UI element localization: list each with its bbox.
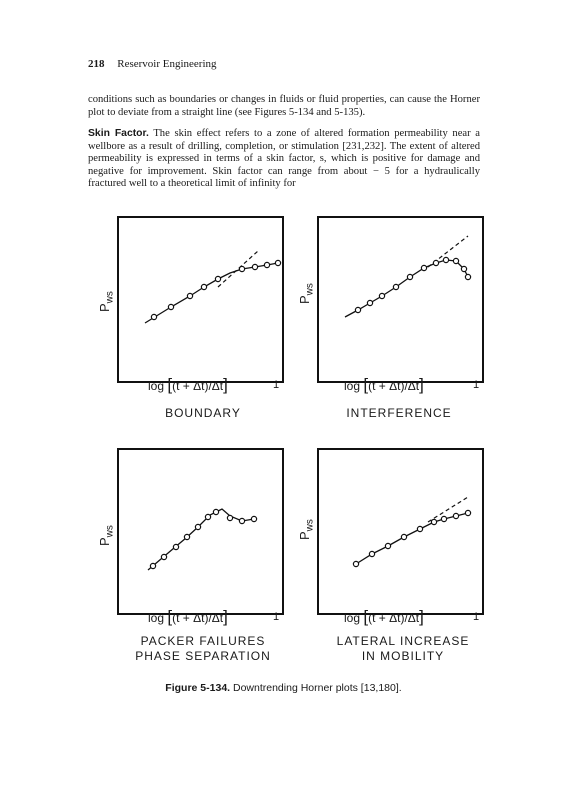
y-label-lateral: $P_{ws}$ bbox=[297, 519, 316, 540]
y-label-boundary: $P_{ws}$ bbox=[97, 291, 116, 312]
caption-packer: PACKER FAILURES PHASE SEPARATION bbox=[135, 634, 271, 663]
caption-interference: INTERFERENCE bbox=[346, 406, 452, 420]
x-label-interference: log [(t + Δt)/Δt] bbox=[344, 375, 424, 394]
running-title: Reservoir Engineering bbox=[117, 58, 217, 70]
page-header bbox=[88, 58, 217, 70]
plot-packer-graphic bbox=[118, 449, 283, 614]
plot-lateral-increase bbox=[318, 449, 483, 614]
plot-interference-graphic bbox=[318, 217, 483, 382]
paragraph-1: conditions such as boundaries or changes in fluids or fluid properties, can cause the Horner plot to deviate from a straight line (see Figures 5-134 and 5-135). bbox=[88, 94, 480, 118]
x-end-lateral: 1 bbox=[473, 611, 480, 623]
figure-caption bbox=[0, 682, 567, 694]
plot-boundary-graphic bbox=[118, 217, 283, 382]
figure-label: Figure 5-134. bbox=[165, 682, 231, 694]
x-label-boundary: log [(t + Δt)/Δt] bbox=[148, 375, 228, 394]
x-end-packer: 1 bbox=[273, 611, 280, 623]
plot-interference bbox=[318, 217, 483, 382]
skin-factor-heading: Skin Factor. bbox=[88, 128, 149, 139]
y-label-interference: $P_{ws}$ bbox=[297, 283, 316, 304]
x-end-boundary: 1 bbox=[273, 379, 280, 391]
page-number: 218 bbox=[88, 58, 105, 70]
caption-lateral: LATERAL INCREASE IN MOBILITY bbox=[336, 634, 470, 663]
x-label-lateral: log [(t + Δt)/Δt] bbox=[344, 607, 424, 626]
plot-boundary bbox=[118, 217, 283, 382]
plot-packer-failures bbox=[118, 449, 283, 614]
skin-factor-text: The skin effect refers to a zone of altered formation permeability near a wellbore as a result of drilling, completion, or stimulation [231,232]. The extent of altered permeability is expressed in terms of a skin factor, s, which is positive for damage and negative for improvement. Skin factor can range from about − 5 for a hydraulically fractured well to a theoretical limit of infinity for bbox=[88, 128, 480, 190]
figure-caption-text: Downtrending Horner plots [13,180]. bbox=[230, 682, 402, 694]
y-label-packer: $P_{ws}$ bbox=[97, 525, 116, 546]
x-label-packer: log [(t + Δt)/Δt] bbox=[148, 607, 228, 626]
paragraph-skin-factor bbox=[88, 128, 480, 191]
plot-lateral-graphic bbox=[318, 449, 483, 614]
caption-boundary: BOUNDARY bbox=[165, 406, 241, 420]
x-end-interference: 1 bbox=[473, 379, 480, 391]
